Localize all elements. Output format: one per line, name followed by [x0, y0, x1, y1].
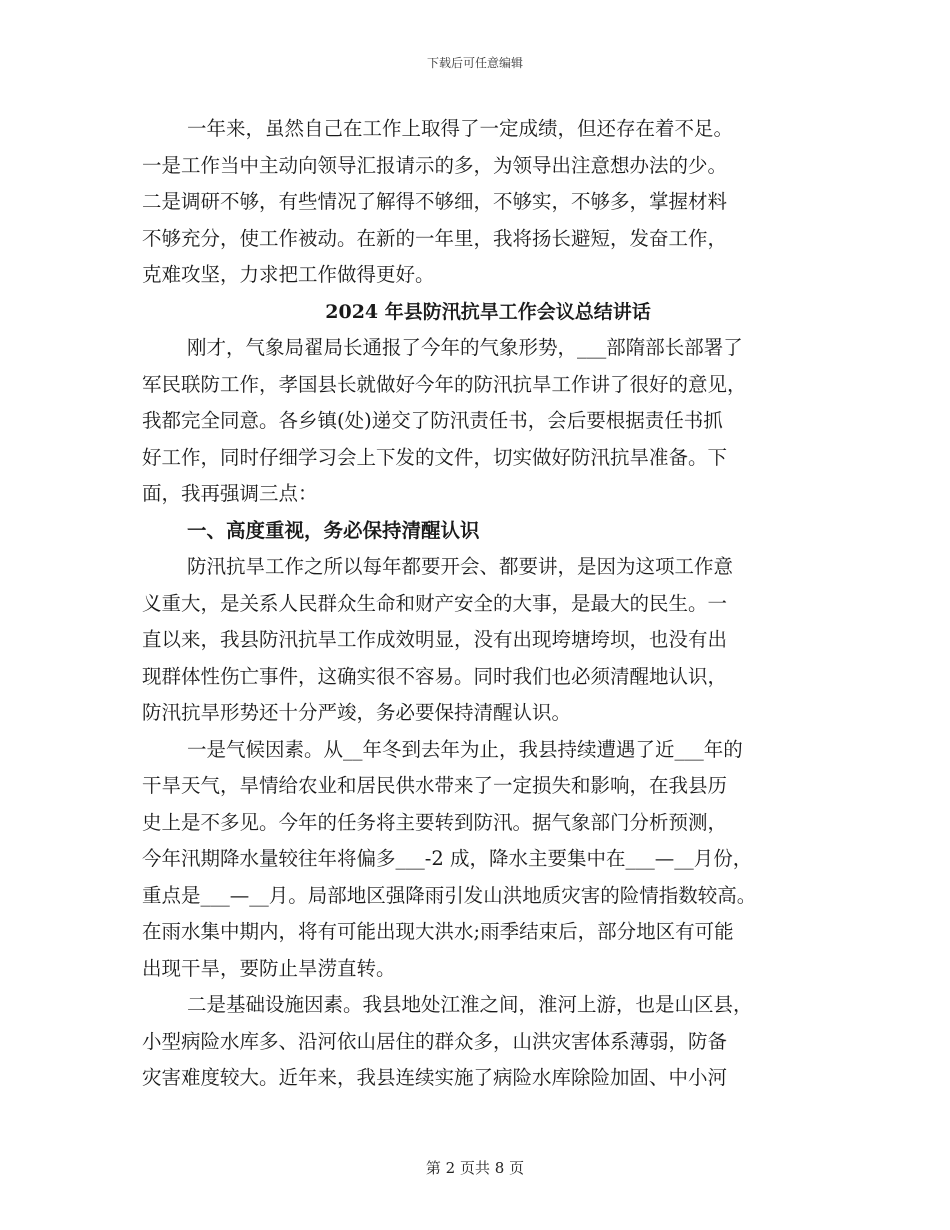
text-line: 我都完全同意。各乡镇(处)递交了防汛责任书，会后要根据责任书抓: [142, 409, 723, 432]
text-line: 干旱天气，旱情给农业和居民供水带来了一定损失和影响，在我县历: [142, 774, 728, 797]
text-line: 军民联防工作，孝国县长就做好今年的防汛抗旱工作讲了很好的意见，: [142, 372, 747, 396]
text-line: 重点是___—__月。局部地区强降雨引发山洪地质灾害的险情指数较高。: [142, 883, 757, 907]
paragraph-first-line: 防汛抗旱工作之所以每年都要开会、都要讲，是因为这项工作意: [187, 555, 734, 578]
text-line: 克难攻坚，力求把工作做得更好。: [142, 263, 435, 286]
text-line: 今年汛期降水量较往年将偏多___-2 成，降水主要集中在___—__月份，: [142, 847, 753, 870]
paragraph-first-line: 二是基础设施因素。我县地处江淮之间，淮河上游，也是山区县，: [187, 993, 753, 1016]
text-line: 直以来，我县防汛抗旱工作成效明显，没有出现垮塘垮坝，也没有出: [142, 628, 728, 651]
text-line: 灾害难度较大。近年来，我县连续实施了病险水库除险加固、中小河: [142, 1066, 728, 1089]
page-footer: 第 2 页共 8 页: [425, 1159, 525, 1177]
text-line: 不够充分，使工作被动。在新的一年里，我将扬长避短，发奋工作，: [142, 226, 728, 250]
text-line: 一是工作当中主动向领导汇报请示的多，为领导出注意想办法的少。: [142, 153, 728, 177]
text-line: 好工作，同时仔细学习会上下发的文件，切实做好防汛抗旱准备。下: [142, 445, 728, 469]
paragraph-first-line: 一是气候因素。从__年冬到去年为止，我县持续遭遇了近___年的: [187, 737, 743, 761]
document-body: [142, 111, 814, 1097]
document-title: 2024 年县防汛抗旱工作会议总结讲话: [325, 300, 651, 323]
section-heading: 一、高度重视，务必保持清醒认识: [187, 518, 480, 542]
text-line: 出现干旱，要防止旱涝直转。: [142, 956, 396, 980]
paragraph-first-line: 刚才，气象局翟局长通报了今年的气象形势，___部隋部长部署了: [187, 336, 743, 359]
page-header: 下载后可任意编辑: [426, 56, 523, 70]
text-line: 二是调研不够，有些情况了解得不够细，不够实，不够多，掌握材料: [142, 190, 728, 213]
text-line: 在雨水集中期内，将有可能出现大洪水;雨季结束后，部分地区有可能: [142, 920, 734, 943]
text-line: 史上是不多见。今年的任务将主要转到防汛。据气象部门分析预测，: [142, 810, 728, 834]
text-line: 义重大，是关系人民群众生命和财产安全的大事，是最大的民生。一: [142, 591, 728, 615]
paragraph-first-line: 一年来，虽然自己在工作上取得了一定成绩，但还存在着不足。: [187, 117, 734, 140]
text-line: 面，我再强调三点：: [142, 482, 318, 505]
text-line: 现群体性伤亡事件，这确实很不容易。同时我们也必须清醒地认识，: [142, 664, 728, 688]
text-line: 防汛抗旱形势还十分严竣，务必要保持清醒认识。: [142, 701, 572, 724]
text-line: 小型病险水库多、沿河依山居住的群众多，山洪灾害体系薄弱，防备: [142, 1029, 728, 1053]
